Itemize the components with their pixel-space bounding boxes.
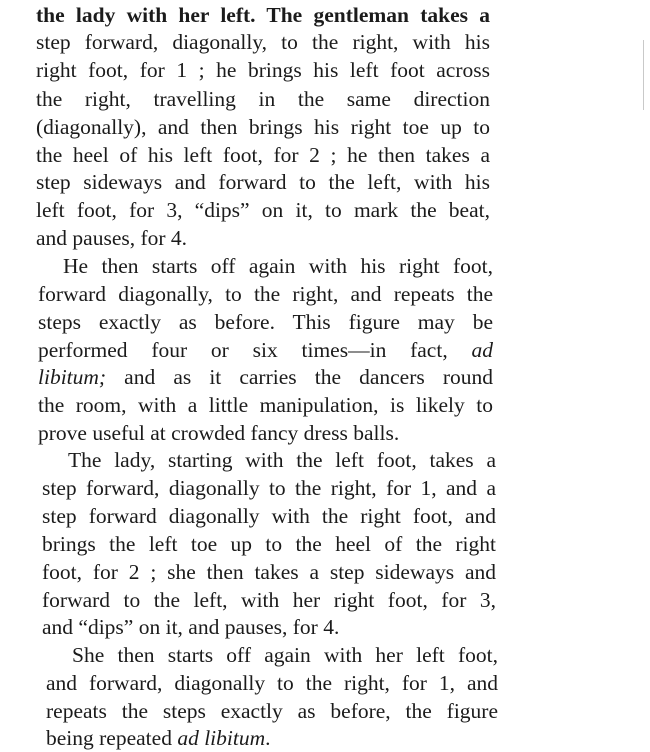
text-run: and as it carries the dancers round [106, 365, 493, 389]
text-line: left foot, for 3, “dips” on it, to mark the beat, [36, 198, 490, 222]
text-line: the lady with her left. The gentleman takes a [36, 3, 490, 27]
text-line [38, 337, 493, 364]
text-line: step forward diagonally with the right foot, and [42, 504, 496, 528]
text-line: step sideways and forward to the left, with his [36, 170, 490, 194]
text-line: step forward, diagonally, to the right, with his [36, 30, 490, 54]
scan-edge-mark [643, 40, 644, 110]
text-run: . [265, 726, 271, 750]
italic-text: libitum; [38, 365, 107, 389]
text-line: She then starts off again with her left foot, [72, 643, 498, 667]
text-line: the right, travelling in the same direction [36, 87, 490, 111]
text-line: steps exactly as before. This figure may be [38, 310, 493, 334]
text-line: brings the left toe up to the heel of the right [42, 532, 496, 556]
text-line: foot, for 2 ; she then takes a step sideways and [42, 560, 496, 584]
text-run: being repeated [46, 726, 178, 750]
text-line: prove useful at crowded fancy dress balls. [38, 421, 400, 445]
text-line: right foot, for 1 ; he brings his left foot across [36, 58, 490, 82]
italic-text: ad libitum [177, 726, 266, 750]
text-line: and forward, diagonally to the right, for 1, and [46, 671, 498, 695]
text-line: the room, with a little manipulation, is likely to [38, 393, 493, 417]
text-line: and pauses, for 4. [36, 226, 188, 250]
text-run: performed four or six times—in fact, [38, 338, 472, 362]
italic-text: ad [471, 338, 493, 362]
text-line: and “dips” on it, and pauses, for 4. [42, 615, 340, 639]
text-line [38, 364, 493, 391]
text-line [46, 725, 498, 752]
text-line: forward diagonally, to the right, and repeats the [38, 282, 493, 306]
text-line: The lady, starting with the left foot, takes a [68, 448, 496, 472]
text-line: the heel of his left foot, for 2 ; he then takes a [36, 143, 490, 167]
text-line: forward to the left, with her right foot, for 3, [42, 588, 496, 612]
text-line: step forward, diagonally to the right, for 1, and a [42, 476, 496, 500]
text-line: He then starts off again with his right foot, [63, 254, 493, 278]
text-line: repeats the steps exactly as before, the figure [46, 699, 498, 723]
text-line: (diagonally), and then brings his right toe up to [36, 115, 490, 139]
